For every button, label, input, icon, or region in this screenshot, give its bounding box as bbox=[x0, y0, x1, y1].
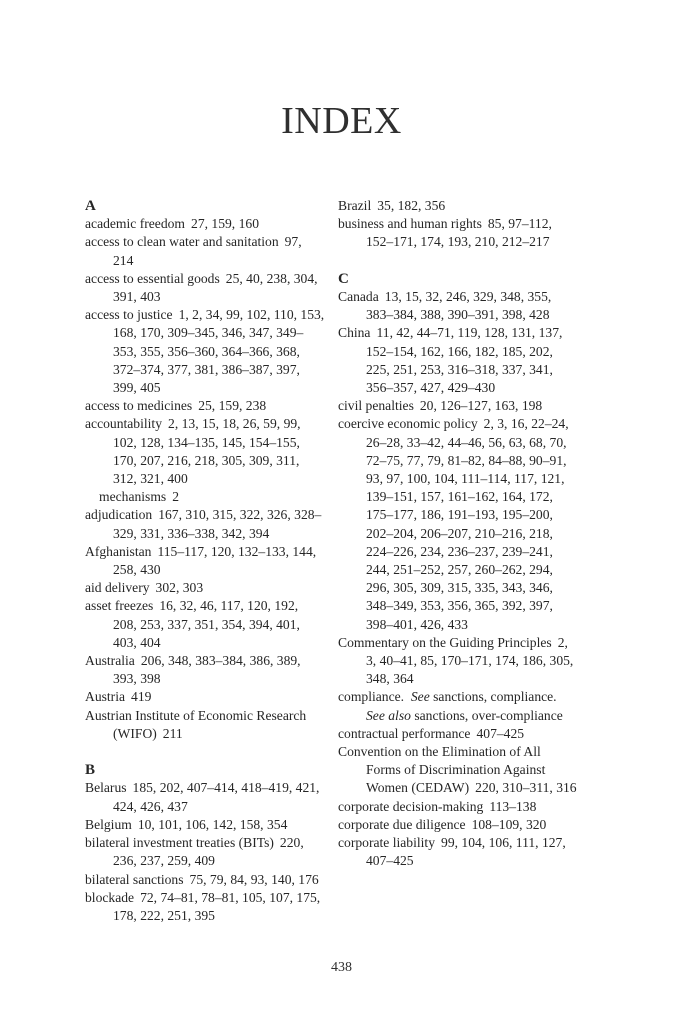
section-letter-c: C bbox=[338, 270, 349, 287]
index-entry bbox=[85, 506, 325, 542]
entry-pages: 11, 42, 44–71, 119, 128, 131, 137, 152–154, 162, 166, 182, 185, 202, 225, 251, 253, 316–318, 337, 341, 356–357, 427, 429–430 bbox=[366, 325, 563, 396]
entry-term: Austrian Institute of Economic Research (WIFO) bbox=[85, 707, 307, 741]
index-entry bbox=[338, 725, 578, 743]
index-entry bbox=[338, 634, 578, 689]
index-entry-cross-reference bbox=[338, 688, 578, 724]
entry-term: access to medicines bbox=[85, 398, 193, 414]
section-gap bbox=[338, 252, 578, 270]
entry-pages: 185, 202, 407–414, 418–419, 421, 424, 426, 437 bbox=[113, 780, 320, 814]
entry-pages: 99, 104, 106, 111, 127, 407–425 bbox=[366, 835, 566, 869]
entry-pages: 1, 2, 34, 99, 102, 110, 153, 168, 170, 309–345, 346, 347, 349–353, 355, 356–360, 364–366, 368, 372–374, 377, 381, 386–387, 397, 399, 405 bbox=[113, 307, 325, 396]
entry-term: contractual performance bbox=[338, 725, 471, 741]
index-entry bbox=[338, 197, 578, 215]
entry-term: corporate liability bbox=[338, 835, 436, 851]
entry-pages: 20, 126–127, 163, 198 bbox=[419, 398, 543, 414]
entry-term: mechanisms bbox=[99, 489, 167, 505]
index-entry bbox=[85, 306, 325, 397]
index-entry bbox=[338, 397, 578, 415]
index-entry bbox=[338, 215, 578, 251]
entry-pages: 220, 310–311, 316 bbox=[475, 780, 577, 796]
index-entry bbox=[85, 652, 325, 688]
entry-pages: 206, 348, 383–384, 386, 389, 393, 398 bbox=[113, 653, 301, 687]
entry-term: Commentary on the Guiding Principles bbox=[338, 634, 552, 650]
entry-term: civil penalties bbox=[338, 398, 414, 414]
see-label: See bbox=[410, 689, 430, 705]
index-entry bbox=[85, 779, 325, 815]
entry-pages: 16, 32, 46, 117, 120, 192, 208, 253, 337, 351, 354, 394, 401, 403, 404 bbox=[113, 598, 300, 650]
section-gap bbox=[85, 743, 325, 761]
entry-pages: 2, 3, 16, 22–24, 26–28, 33–42, 44–46, 56, 63, 68, 70, 72–75, 77, 79, 81–82, 84–88, 90–91, 93, 97, 100, 104, 111–114, 117, 121, 139–151, 157, 161–162, 164, 172, 175–177, 186, 191–193, 195–200, 202–204, 206–207, 210–216, 218, 224–226, 234, 236–237, 239–241, 244, 251–252, 257, 260–262, 294, 296, 305, 309, 315, 335, 343, 346, 348–349, 353, 356, 365, 392, 397, 398–401, 426, 433 bbox=[366, 416, 569, 632]
index-entry bbox=[85, 871, 325, 889]
page-number: 438 bbox=[331, 960, 352, 975]
entry-pages: 72, 74–81, 78–81, 105, 107, 175, 178, 222, 251, 395 bbox=[113, 889, 321, 923]
entry-term: compliance. bbox=[338, 689, 405, 705]
index-entry bbox=[338, 288, 578, 324]
section-letter-a: A bbox=[85, 198, 96, 214]
entry-term: China bbox=[338, 325, 371, 341]
entry-term: business and human rights bbox=[338, 216, 482, 232]
entry-term: bilateral investment treaties (BITs) bbox=[85, 835, 274, 851]
index-entry bbox=[85, 215, 325, 233]
index-entry bbox=[338, 798, 578, 816]
entry-term: academic freedom bbox=[85, 216, 186, 232]
index-entry bbox=[338, 834, 578, 870]
entry-term: access to essential goods bbox=[85, 270, 220, 286]
index-entry bbox=[338, 415, 578, 633]
entry-pages: 13, 15, 32, 246, 329, 348, 355, 383–384, 388, 390–391, 398, 428 bbox=[366, 289, 552, 323]
entry-pages: 220, 236, 237, 259, 409 bbox=[113, 835, 304, 869]
entry-pages: 35, 182, 356 bbox=[377, 198, 446, 213]
see-also-label: See also bbox=[366, 707, 411, 723]
entry-pages: 407–425 bbox=[476, 725, 525, 741]
entry-term: Australia bbox=[85, 653, 135, 669]
entry-term: bilateral sanctions bbox=[85, 871, 184, 887]
entry-term: accountability bbox=[85, 416, 163, 432]
entry-pages: 211 bbox=[162, 725, 183, 741]
see-target: sanctions, compliance. bbox=[433, 689, 557, 705]
index-entry bbox=[85, 397, 325, 415]
index-entry bbox=[338, 324, 578, 397]
entry-pages: 75, 79, 84, 93, 140, 176 bbox=[189, 871, 319, 887]
entry-term: Belgium bbox=[85, 816, 132, 832]
entry-term: Austria bbox=[85, 689, 126, 705]
entry-term: coercive economic policy bbox=[338, 416, 478, 432]
entry-term: Belarus bbox=[85, 780, 127, 796]
entry-term: access to clean water and sanitation bbox=[85, 234, 279, 250]
entry-pages: 85, 97–112, 152–171, 174, 193, 210, 212–217 bbox=[366, 216, 552, 250]
index-column-left bbox=[85, 197, 325, 925]
entry-pages: 25, 159, 238 bbox=[198, 398, 267, 414]
entry-pages: 2, 3, 40–41, 85, 170–171, 174, 186, 305, 348, 364 bbox=[366, 634, 574, 687]
entry-pages: 97, 214 bbox=[113, 234, 302, 268]
index-entry bbox=[85, 579, 325, 597]
index-entry bbox=[85, 688, 325, 706]
page-title: INDEX bbox=[281, 100, 402, 142]
see-also-target: sanctions, over-compliance bbox=[414, 707, 563, 723]
entry-pages: 25, 40, 238, 304, 391, 403 bbox=[113, 270, 318, 305]
index-entry bbox=[85, 415, 325, 488]
entry-term: Convention on the Elimination of All Forms of Discrimination Against Women (CEDAW) bbox=[338, 744, 546, 796]
entry-pages: 10, 101, 106, 142, 158, 354 bbox=[137, 816, 288, 832]
entry-term: blockade bbox=[85, 889, 135, 905]
index-entry bbox=[85, 233, 325, 269]
index-entry bbox=[85, 816, 325, 834]
entry-term: Afghanistan bbox=[85, 543, 152, 559]
index-subentry bbox=[85, 488, 325, 506]
section-letter-b: B bbox=[85, 762, 96, 779]
index-entry bbox=[338, 816, 578, 834]
index-entry bbox=[85, 597, 325, 652]
entry-pages: 27, 159, 160 bbox=[191, 216, 259, 232]
entry-term: corporate decision-making bbox=[338, 798, 484, 814]
index-entry bbox=[85, 889, 325, 925]
entry-pages: 2 bbox=[172, 489, 179, 505]
entry-pages: 115–117, 120, 132–133, 144, 258, 430 bbox=[113, 543, 317, 578]
entry-term: corporate due diligence bbox=[338, 816, 466, 832]
entry-term: Brazil bbox=[338, 198, 372, 213]
index-entry bbox=[85, 834, 325, 870]
entry-pages: 167, 310, 315, 322, 326, 328–329, 331, 336–338, 342, 394 bbox=[113, 507, 322, 541]
entry-term: adjudication bbox=[85, 507, 153, 523]
index-entry bbox=[85, 707, 325, 743]
entry-pages: 302, 303 bbox=[155, 580, 204, 596]
index-entry bbox=[85, 543, 325, 579]
entry-term: access to justice bbox=[85, 307, 173, 323]
entry-pages: 113–138 bbox=[489, 798, 537, 814]
index-entry bbox=[85, 270, 325, 306]
entry-term: Canada bbox=[338, 289, 379, 304]
entry-term: aid delivery bbox=[85, 580, 150, 596]
entry-pages: 108–109, 320 bbox=[471, 816, 547, 832]
index-column-right bbox=[338, 197, 578, 871]
index-entry bbox=[338, 743, 578, 798]
entry-pages: 2, 13, 15, 18, 26, 59, 99, 102, 128, 134–135, 145, 154–155, 170, 207, 216, 218, 305, 309, 311, 312, 321, 400 bbox=[113, 416, 301, 487]
entry-term: asset freezes bbox=[85, 598, 154, 614]
entry-pages: 419 bbox=[131, 689, 152, 705]
